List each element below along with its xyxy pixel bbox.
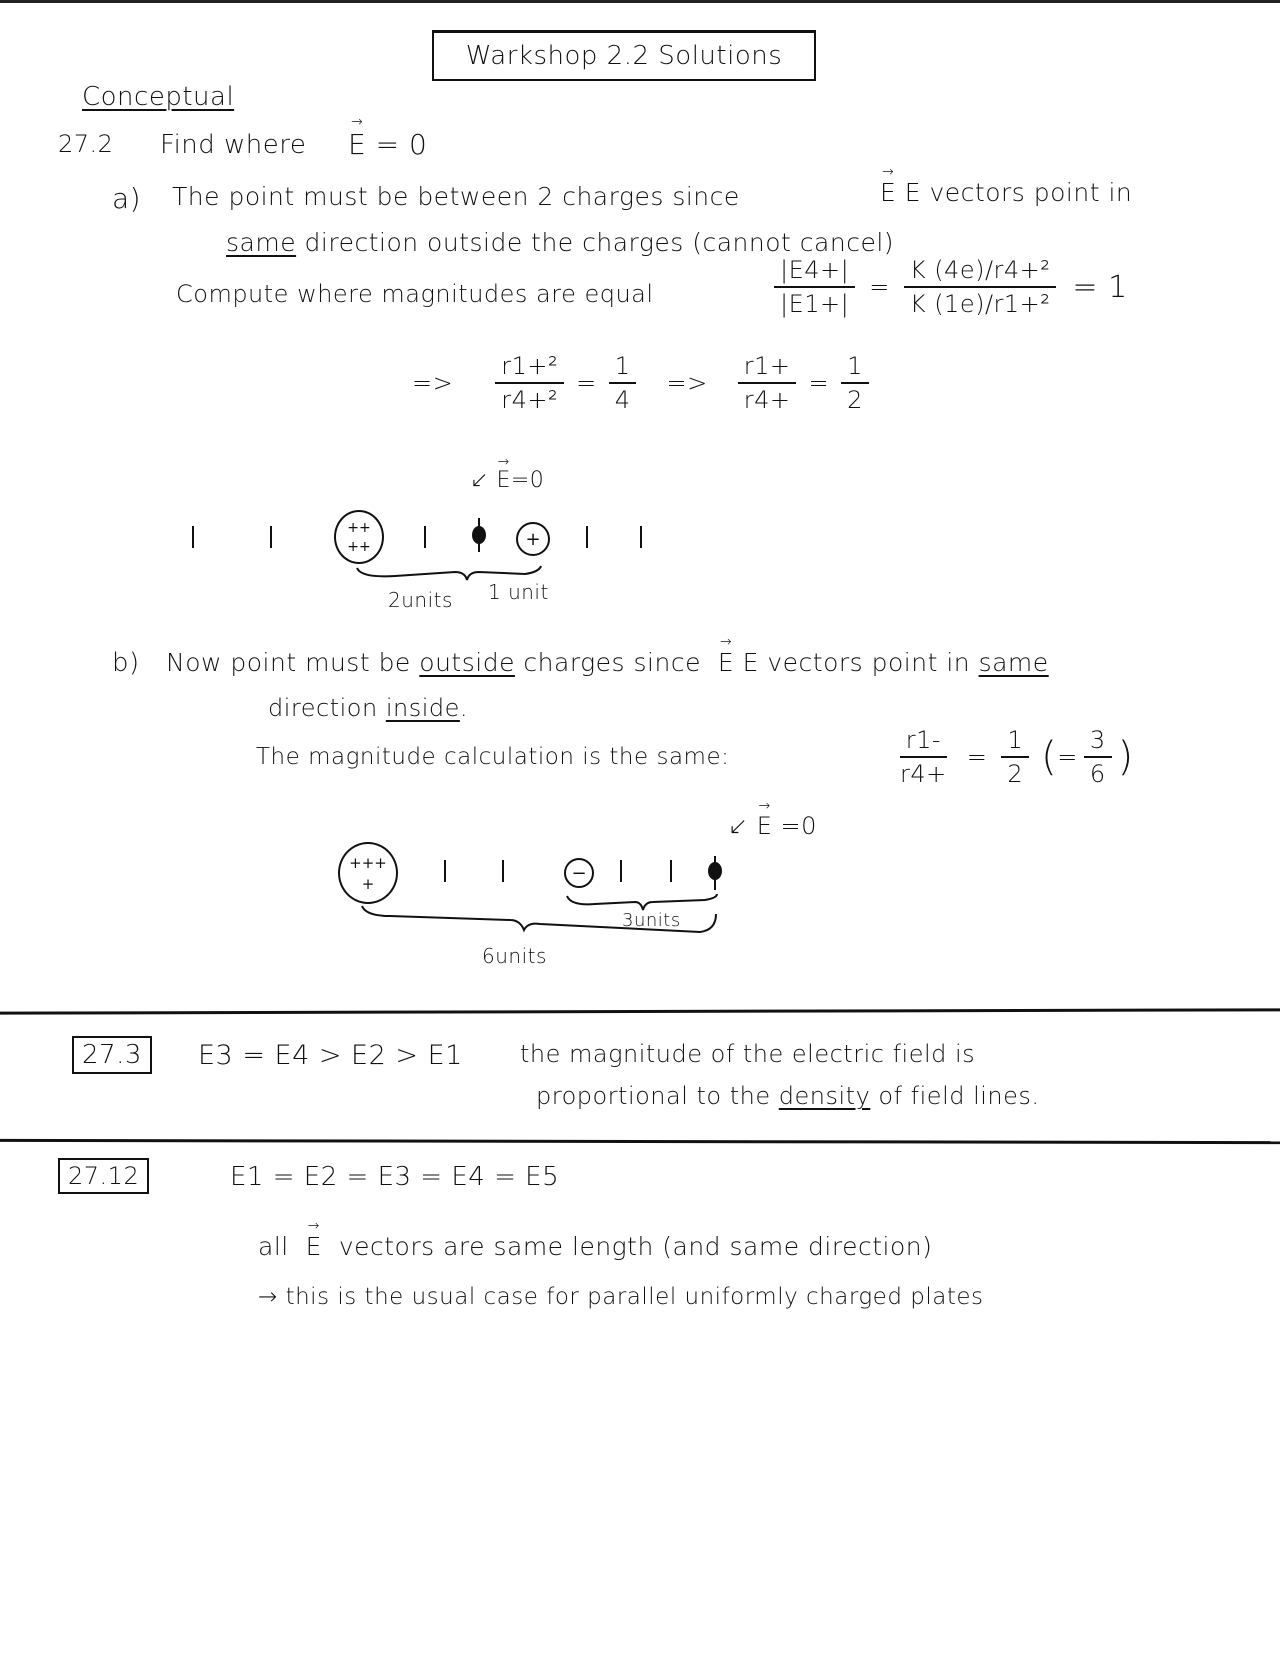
text: E vectors point in — [742, 648, 971, 677]
three-sixths-fraction — [1084, 726, 1112, 788]
distance-label-3units: 3units — [622, 910, 681, 931]
fraction-numerator: 1 — [841, 352, 869, 384]
half-fraction — [1001, 726, 1029, 788]
text: proportional to the — [536, 1082, 771, 1110]
part-b-line2 — [268, 694, 468, 722]
coulomb-ratio-fraction — [904, 256, 1057, 318]
plus-sign: + — [525, 528, 541, 550]
part-a-line1-tail — [880, 178, 1132, 207]
unit-tick — [670, 860, 672, 882]
fraction-denominator: 2 — [1007, 760, 1024, 788]
half-fraction — [841, 352, 869, 414]
section-divider — [0, 1008, 1280, 1014]
squared-ratio — [495, 352, 564, 414]
part-a-label: a) — [112, 182, 142, 215]
plus-sign: + — [347, 519, 359, 536]
part-a-line2 — [226, 228, 894, 257]
underlined-outside: outside — [419, 648, 515, 677]
title-text: Warkshop 2.2 Solutions — [465, 41, 783, 71]
e-vector-symbol: → E — [718, 648, 734, 677]
paren: ) — [1117, 734, 1134, 780]
charge-plus-4e — [338, 842, 398, 904]
unit-tick — [586, 526, 588, 548]
problem-number-27-12: 27.12 — [58, 1158, 149, 1194]
text: direction — [268, 694, 378, 722]
underlined-same: same — [226, 228, 297, 257]
zero-field-label — [470, 468, 544, 493]
explanation-27-12-line2: → this is the usual case for parallel uniformly charged plates — [258, 1284, 984, 1310]
fraction-numerator: r1- — [900, 726, 947, 758]
implies-arrow: => — [666, 369, 708, 397]
equals-sign: = — [966, 743, 988, 771]
zero-point-marker — [708, 862, 722, 880]
part-a-line1: The point must be between 2 charges since — [172, 182, 740, 211]
unit-tick — [424, 526, 426, 548]
minus-sign: − — [571, 862, 587, 884]
distance-label-2units: 2units — [388, 588, 453, 612]
answer-27-3: E3 = E4 > E2 > E1 — [198, 1040, 463, 1071]
fraction-numerator: r1+ — [738, 352, 797, 384]
fraction-numerator: K (4e)/r4+² — [904, 256, 1057, 288]
problem-prompt: Find where — [160, 130, 307, 160]
line1-tail-text: E vectors point in — [904, 178, 1133, 207]
explanation-27-12-line1 — [258, 1232, 932, 1261]
underlined-same: same — [978, 648, 1049, 677]
fraction-denominator: |E1+| — [780, 290, 850, 318]
prompt-equation: → E = 0 — [348, 128, 427, 161]
e-vector-symbol: → E — [306, 1232, 322, 1261]
unit-tick — [192, 526, 194, 548]
explanation-line1: the magnitude of the electric field is — [520, 1040, 976, 1068]
page-top-edge — [0, 0, 1280, 3]
section-divider — [0, 1139, 1280, 1144]
zero-text: =0 — [772, 812, 817, 840]
charge-plus-4e — [334, 510, 384, 564]
plus-sign: + — [359, 519, 371, 536]
plus-sign: + — [347, 538, 359, 555]
problem-number-27-2: 27.2 — [58, 130, 114, 158]
e-vector-symbol: → E — [496, 468, 510, 493]
unit-tick — [640, 526, 642, 548]
arrow-icon: ↙ — [470, 468, 489, 493]
fraction-numerator: 1 — [609, 352, 637, 384]
text: . — [459, 694, 469, 722]
e-vector-symbol: → E — [757, 812, 773, 840]
text: of field lines. — [878, 1082, 1040, 1110]
fraction-numerator: r1+² — [495, 352, 564, 384]
fraction-denominator: 2 — [847, 386, 863, 414]
text: all — [258, 1232, 289, 1261]
quarter-fraction — [609, 352, 637, 414]
underlined-density: density — [778, 1082, 871, 1110]
zero-field-label — [728, 812, 817, 840]
zero-text: =0 — [510, 468, 545, 493]
e-vector-symbol: → E — [880, 178, 896, 207]
part-b-line1 — [166, 648, 1049, 677]
distance-label-6units: 6units — [482, 944, 547, 968]
implies-arrow: => — [412, 369, 454, 397]
equals-sign: = — [1057, 743, 1078, 771]
charge-plus-1e — [516, 522, 550, 556]
plus-sign: + — [349, 853, 362, 872]
distance-label-1unit: 1 unit — [488, 580, 549, 604]
part-a-line3: Compute where magnitudes are equal — [176, 280, 654, 308]
paren: ( — [1041, 734, 1058, 780]
line2-text: direction outside the charges (cannot cancel) — [304, 228, 895, 257]
charge-minus-1e — [564, 858, 594, 888]
fraction-numerator: 3 — [1084, 726, 1112, 758]
fraction-numerator: 1 — [1001, 726, 1029, 758]
unit-tick — [502, 860, 504, 882]
equals-sign: = — [576, 369, 597, 397]
outer-brace — [360, 904, 740, 948]
problem-number-27-3: 27.3 — [72, 1036, 152, 1074]
plus-sign: + — [359, 538, 371, 555]
unit-tick — [620, 860, 622, 882]
fraction-numerator: |E4+| — [774, 256, 855, 288]
fraction-denominator: K (1e)/r1+² — [909, 290, 1051, 318]
part-b-label: b) — [112, 648, 140, 678]
part-b-ratio — [888, 726, 1134, 788]
distance-ratio — [894, 726, 953, 788]
plus-sign: + — [361, 853, 375, 872]
e-vector-symbol: → E — [348, 128, 366, 161]
fraction-denominator: r4+ — [743, 386, 791, 414]
brace-icon — [360, 904, 740, 944]
ratio-derivation — [412, 352, 875, 414]
plus-sign: + — [361, 874, 375, 893]
unit-tick — [444, 860, 446, 882]
equals-sign: = — [869, 273, 890, 301]
part-b-line3: The magnitude calculation is the same: — [256, 744, 730, 770]
magnitude-ratio-equation — [768, 256, 1128, 318]
plus-sign: + — [374, 853, 387, 872]
unit-tick — [270, 526, 272, 548]
zero-point-marker — [472, 526, 486, 544]
document-title — [432, 30, 816, 81]
text: vectors are same length (and same direction) — [338, 1232, 933, 1261]
underlined-inside: inside — [385, 694, 460, 722]
fraction-denominator: r4+² — [501, 386, 559, 414]
field-ratio-fraction — [774, 256, 855, 318]
explanation-line2 — [536, 1082, 1040, 1110]
fraction-denominator: 4 — [614, 386, 631, 414]
equals-sign: = — [808, 369, 830, 397]
text: Now point must be — [166, 648, 411, 677]
answer-27-12: E1 = E2 = E3 = E4 = E5 — [230, 1162, 560, 1192]
text: charges since — [523, 648, 701, 677]
section-heading: Conceptual — [82, 82, 235, 112]
distance-ratio — [738, 352, 797, 414]
fraction-denominator: 6 — [1089, 760, 1106, 788]
fraction-denominator: r4+ — [900, 760, 947, 788]
ratio-result: = 1 — [1072, 269, 1128, 305]
arrow-icon: ↙ — [728, 812, 749, 840]
